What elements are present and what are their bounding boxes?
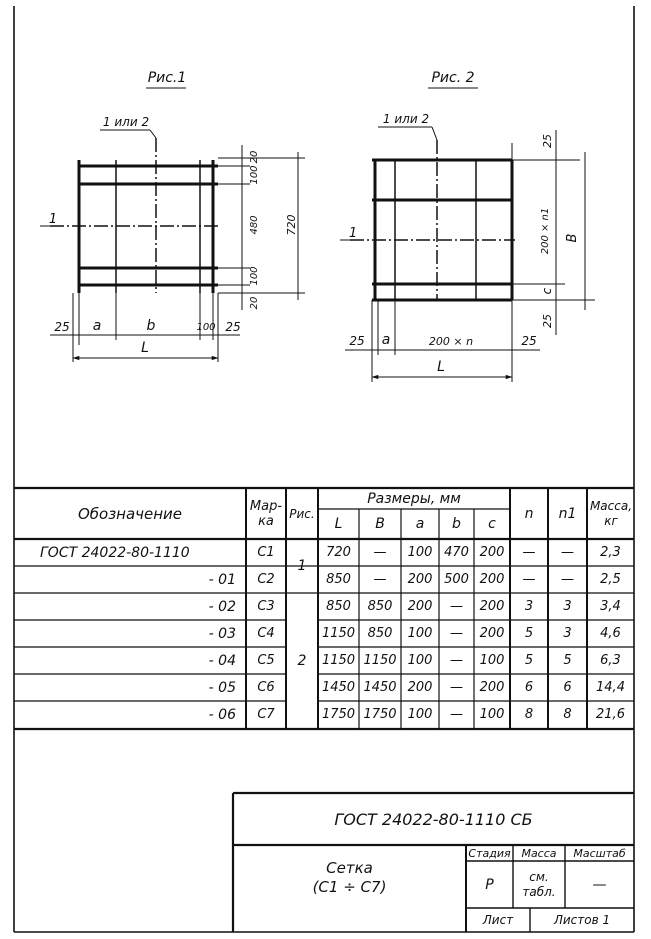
- row-L: 850: [326, 572, 351, 587]
- row-a: 200: [407, 599, 433, 614]
- row-n1: 6: [563, 680, 572, 695]
- row-mass: 3,4: [600, 599, 621, 614]
- row-L: 1150: [321, 626, 356, 641]
- row-designation: - 06: [208, 706, 236, 723]
- row-n: —: [522, 545, 536, 560]
- row-a: 100: [407, 626, 433, 641]
- stamp-mass-value: см. табл.: [522, 870, 556, 899]
- fig2-dim-B: B: [564, 233, 580, 243]
- row-a: 200: [407, 572, 433, 587]
- header-mass: Масса, кг: [589, 499, 633, 528]
- stamp-name-line1: Сетка: [326, 859, 373, 877]
- stamp-sheet-label: Лист: [482, 913, 514, 927]
- header-fig: Рис.: [289, 506, 315, 521]
- row-n1: 3: [563, 599, 572, 614]
- row-b: —: [450, 680, 463, 695]
- header-dimensions: Размеры, мм: [367, 490, 461, 507]
- row-a: 100: [407, 653, 433, 668]
- fig1-dim-bottom-1: a: [92, 318, 102, 334]
- fig1-title: Рис.1: [147, 70, 187, 86]
- row-c: 100: [479, 707, 505, 722]
- stamp-sheets-label: Листов 1: [553, 913, 611, 927]
- fig2-dim-L: L: [437, 359, 445, 375]
- row-n: 5: [524, 626, 534, 641]
- row-n1: —: [561, 572, 574, 587]
- row-b: 500: [444, 572, 469, 587]
- row-mass: 4,6: [600, 626, 621, 641]
- row-B: 850: [367, 626, 393, 641]
- row-b: —: [450, 653, 463, 668]
- row-mark: С2: [257, 572, 275, 587]
- fig1-dim-right-1: 100: [248, 165, 260, 185]
- row-mass: 2,5: [600, 572, 621, 587]
- fig2-dim-mid: 200 × n1: [539, 207, 551, 255]
- fig1-dim-total: 720: [284, 214, 298, 236]
- header-b: b: [452, 516, 461, 532]
- header-n: n: [524, 505, 534, 522]
- header-mark: Мар-ка: [249, 499, 283, 529]
- row-designation: - 02: [208, 598, 236, 615]
- fig2-marker: 1: [348, 225, 358, 241]
- fig1-leader-label: 1 или 2: [102, 115, 150, 129]
- row-B: 850: [367, 599, 393, 614]
- row-mass: 6,3: [600, 653, 621, 668]
- row-mark: С5: [257, 653, 275, 668]
- row-n1: 8: [563, 707, 572, 722]
- fig1-dim-right-2: 480: [248, 215, 260, 235]
- row-B: —: [373, 572, 387, 587]
- fig1-dim-bottom-4: 25: [225, 320, 241, 334]
- fig1-dim-bottom-3: 100: [196, 321, 216, 333]
- row-n: 3: [524, 599, 534, 614]
- row-designation: - 01: [208, 571, 236, 588]
- row-c: 200: [479, 626, 505, 641]
- row-mass: 14,4: [596, 680, 625, 695]
- row-designation: - 05: [208, 679, 236, 696]
- row-L: 850: [326, 599, 351, 614]
- row-mark: С1: [257, 545, 275, 560]
- row-n1: 3: [563, 626, 572, 641]
- fig2-dim-bottom-0: 25: [349, 334, 365, 348]
- fig2-title: Рис. 2: [431, 70, 475, 86]
- fig1-dim-bottom-0: 25: [54, 320, 70, 334]
- row-mark: С4: [257, 626, 275, 641]
- header-L: L: [334, 516, 343, 532]
- row-L: 720: [326, 545, 351, 560]
- row-c: 200: [479, 545, 505, 560]
- row-b: 470: [444, 545, 469, 560]
- fig2-dim-bottom-3: 25: [521, 334, 537, 348]
- fig2-dim-bottom-1: a: [381, 332, 391, 348]
- fig1-drawing: [40, 88, 305, 362]
- fig2-dim-top: 25: [540, 134, 554, 148]
- row-B: 1750: [363, 707, 397, 722]
- row-a: 100: [407, 707, 433, 722]
- header-a: a: [415, 516, 425, 532]
- fig2-dim-bot: 25: [540, 314, 554, 328]
- row-L: 1150: [321, 653, 356, 668]
- header-c: c: [488, 516, 496, 532]
- row-n1: 5: [563, 653, 572, 668]
- row-n1: —: [561, 545, 574, 560]
- row-c: 200: [479, 572, 505, 587]
- row-mass: 21,6: [596, 707, 625, 722]
- row-B: 1150: [363, 653, 397, 668]
- row-n: —: [522, 572, 536, 587]
- row-c: 200: [479, 599, 505, 614]
- row-mark: С7: [257, 707, 275, 722]
- row-n: 8: [524, 707, 534, 722]
- header-designation: Обозначение: [77, 504, 183, 523]
- header-B: B: [375, 516, 385, 532]
- fig1-dim-bottom-2: b: [146, 318, 156, 334]
- row-designation: ГОСТ 24022-80-1110: [40, 544, 190, 561]
- fig-group-2: 2: [297, 653, 307, 669]
- stamp-doc-code: ГОСТ 24022-80-1110 СБ: [334, 809, 533, 829]
- row-b: —: [450, 707, 463, 722]
- row-designation: - 03: [208, 625, 236, 642]
- stamp-scale-value: —: [592, 876, 607, 893]
- row-mark: С6: [257, 680, 275, 695]
- header-n1: n1: [558, 505, 577, 522]
- row-B: —: [373, 545, 387, 560]
- row-b: —: [450, 599, 463, 614]
- fig1-dim-L: L: [141, 340, 149, 356]
- stamp-mass-label: Масса: [521, 846, 557, 860]
- fig2-dim-c: c: [540, 287, 554, 295]
- fig1-dim-right-4: 20: [248, 296, 260, 310]
- row-a: 200: [407, 680, 433, 695]
- row-mass: 2,3: [600, 545, 621, 560]
- row-c: 200: [479, 680, 505, 695]
- fig1-dim-right-0: 20: [248, 150, 260, 164]
- stamp-name-line2: (С1 ÷ С7): [312, 878, 387, 896]
- stamp-stage-label: Стадия: [468, 846, 511, 860]
- stamp-stage-value: Р: [485, 876, 494, 893]
- row-b: —: [450, 626, 463, 641]
- row-designation: - 04: [208, 652, 236, 669]
- row-n: 5: [524, 653, 534, 668]
- row-c: 100: [479, 653, 505, 668]
- fig1-dim-right-3: 100: [248, 266, 260, 286]
- fig2-leader-label: 1 или 2: [382, 112, 430, 126]
- row-L: 1450: [321, 680, 356, 695]
- row-mark: С3: [257, 599, 275, 614]
- fig1-marker: 1: [48, 211, 58, 227]
- row-B: 1450: [363, 680, 397, 695]
- row-n: 6: [524, 680, 534, 695]
- row-a: 100: [407, 545, 433, 560]
- stamp-scale-label: Масштаб: [573, 846, 626, 860]
- fig2-dim-bottom-2: 200 × n: [428, 334, 474, 348]
- row-L: 1750: [321, 707, 356, 722]
- fig-group-1: 1: [297, 558, 307, 574]
